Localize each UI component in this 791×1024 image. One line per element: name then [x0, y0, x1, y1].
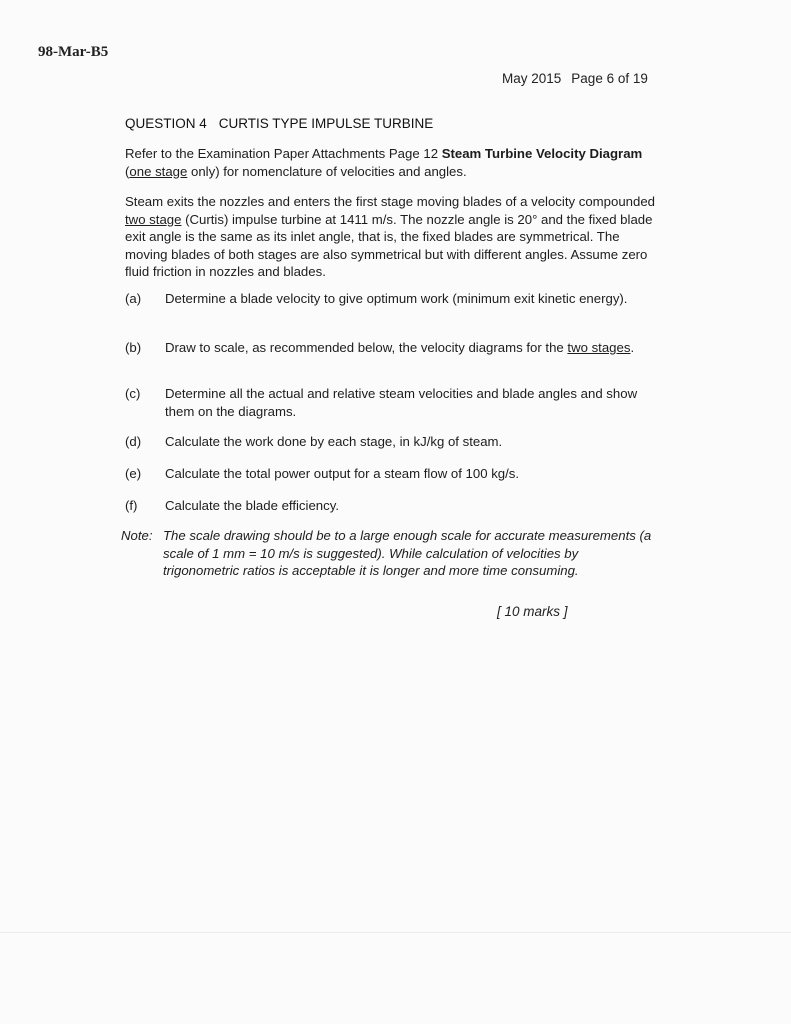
- intro-underlined: one stage: [129, 163, 188, 179]
- intro-paragraph: [125, 145, 655, 180]
- question-item-f: [125, 497, 645, 515]
- item-text: Calculate the blade efficiency.: [165, 498, 339, 513]
- header-page-number: Page 6 of 19: [571, 71, 648, 86]
- item-text: Draw to scale, as recommended below, the velocity diagrams for the: [165, 340, 568, 355]
- item-label: (c): [125, 386, 141, 401]
- question-number: QUESTION 4: [125, 116, 207, 131]
- item-text: Determine a blade velocity to give optimum work (minimum exit kinetic energy).: [165, 291, 628, 306]
- intro-text-2: (: [125, 163, 130, 179]
- intro-text-1: Refer to the Examination Paper Attachments Page 12: [125, 146, 442, 161]
- item-label: (d): [125, 434, 142, 449]
- document-code: 98-Mar-B5: [38, 44, 109, 60]
- body-text-2: (Curtis) impulse turbine at 1411 m/s. The nozzle angle is 20° and the fixed blade exit angle is the same as its inlet angle, that is, the fixed blades are symmetrical. The moving blades of both stages are also symmetrical but with different angles. Assume zero fluid friction in nozzles and blades.: [125, 211, 653, 280]
- question-item-d: [125, 433, 645, 451]
- body-text-1: Steam exits the nozzles and enters the first stage moving blades of a velocity compounded: [125, 194, 655, 209]
- intro-text-3: only) for nomenclature of velocities and angles.: [187, 163, 467, 179]
- item-text-wrapper: [165, 339, 645, 357]
- marks-label: [ 10 marks ]: [497, 604, 568, 619]
- question-item-e: [125, 465, 645, 483]
- item-underlined: two stages: [567, 340, 631, 355]
- page-header: [502, 71, 648, 86]
- header-date: May 2015: [502, 71, 562, 86]
- item-label: (e): [125, 466, 142, 481]
- body-underlined: two stage: [125, 211, 182, 227]
- question-item-c: [125, 385, 645, 420]
- item-text-end: .: [630, 340, 635, 355]
- intro-bold-reference: Steam Turbine Velocity Diagram: [441, 146, 643, 161]
- question-title: CURTIS TYPE IMPULSE TURBINE: [218, 116, 434, 131]
- note-label: Note:: [121, 528, 153, 543]
- note-block: [121, 527, 656, 580]
- item-text: Determine all the actual and relative steam velocities and blade angles and show them on the diagrams.: [165, 386, 638, 419]
- item-text: Calculate the work done by each stage, in kJ/kg of steam.: [165, 434, 503, 449]
- item-label: (f): [125, 498, 138, 513]
- item-text: Calculate the total power output for a steam flow of 100 kg/s.: [165, 466, 520, 481]
- note-text: The scale drawing should be to a large enough scale for accurate measurements (a scale of 1 mm = 10 m/s is suggested). While calculation of velocities by trigonometric ratios is acceptable it is longer and more time consuming.: [163, 528, 652, 579]
- question-item-b: [125, 339, 645, 357]
- question-item-a: [125, 290, 645, 308]
- item-label: (a): [125, 291, 142, 306]
- body-paragraph: [125, 193, 655, 281]
- page-fold-line: [0, 932, 791, 933]
- item-label: (b): [125, 340, 142, 355]
- question-heading: [125, 116, 433, 131]
